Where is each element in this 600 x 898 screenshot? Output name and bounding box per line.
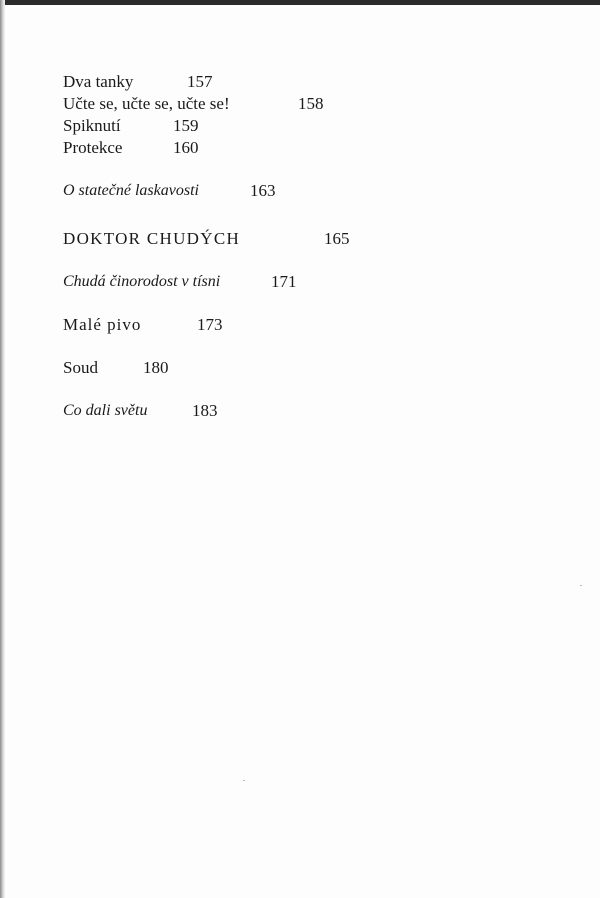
toc-entry-page: 160 <box>173 138 199 157</box>
toc-entry-title: O statečné laskavosti <box>63 182 199 199</box>
toc-entry-title: Soud <box>63 358 98 377</box>
toc-entry-title: Spiknutí <box>63 116 121 135</box>
toc-entry-page: 171 <box>271 272 297 291</box>
toc-entry-page: 158 <box>298 94 324 113</box>
paper-speck <box>243 780 245 781</box>
paper-speck <box>580 585 582 586</box>
toc-entry-page: 157 <box>187 72 213 91</box>
toc-entry-title: Protekce <box>63 138 123 157</box>
toc-entry-page: 183 <box>192 401 218 420</box>
toc-entry-page: 163 <box>250 181 276 200</box>
page-left-edge <box>0 0 5 898</box>
toc-entry-title: DOKTOR CHUDÝCH <box>63 229 241 248</box>
toc-entry-title: Co dali světu <box>63 402 148 419</box>
toc-entry-page: 165 <box>324 229 350 248</box>
toc-entry-title: Dva tanky <box>63 72 134 91</box>
toc-entry-title: Chudá činorodost v tísni <box>63 273 221 290</box>
toc-entry-page: 180 <box>143 358 169 377</box>
toc-entry-title: Učte se, učte se, učte se! <box>63 94 230 113</box>
toc-entry-page: 173 <box>197 315 223 334</box>
toc-entry-page: 159 <box>173 116 199 135</box>
page-top-edge <box>0 0 600 5</box>
toc-entry-title: Malé pivo <box>63 315 142 334</box>
